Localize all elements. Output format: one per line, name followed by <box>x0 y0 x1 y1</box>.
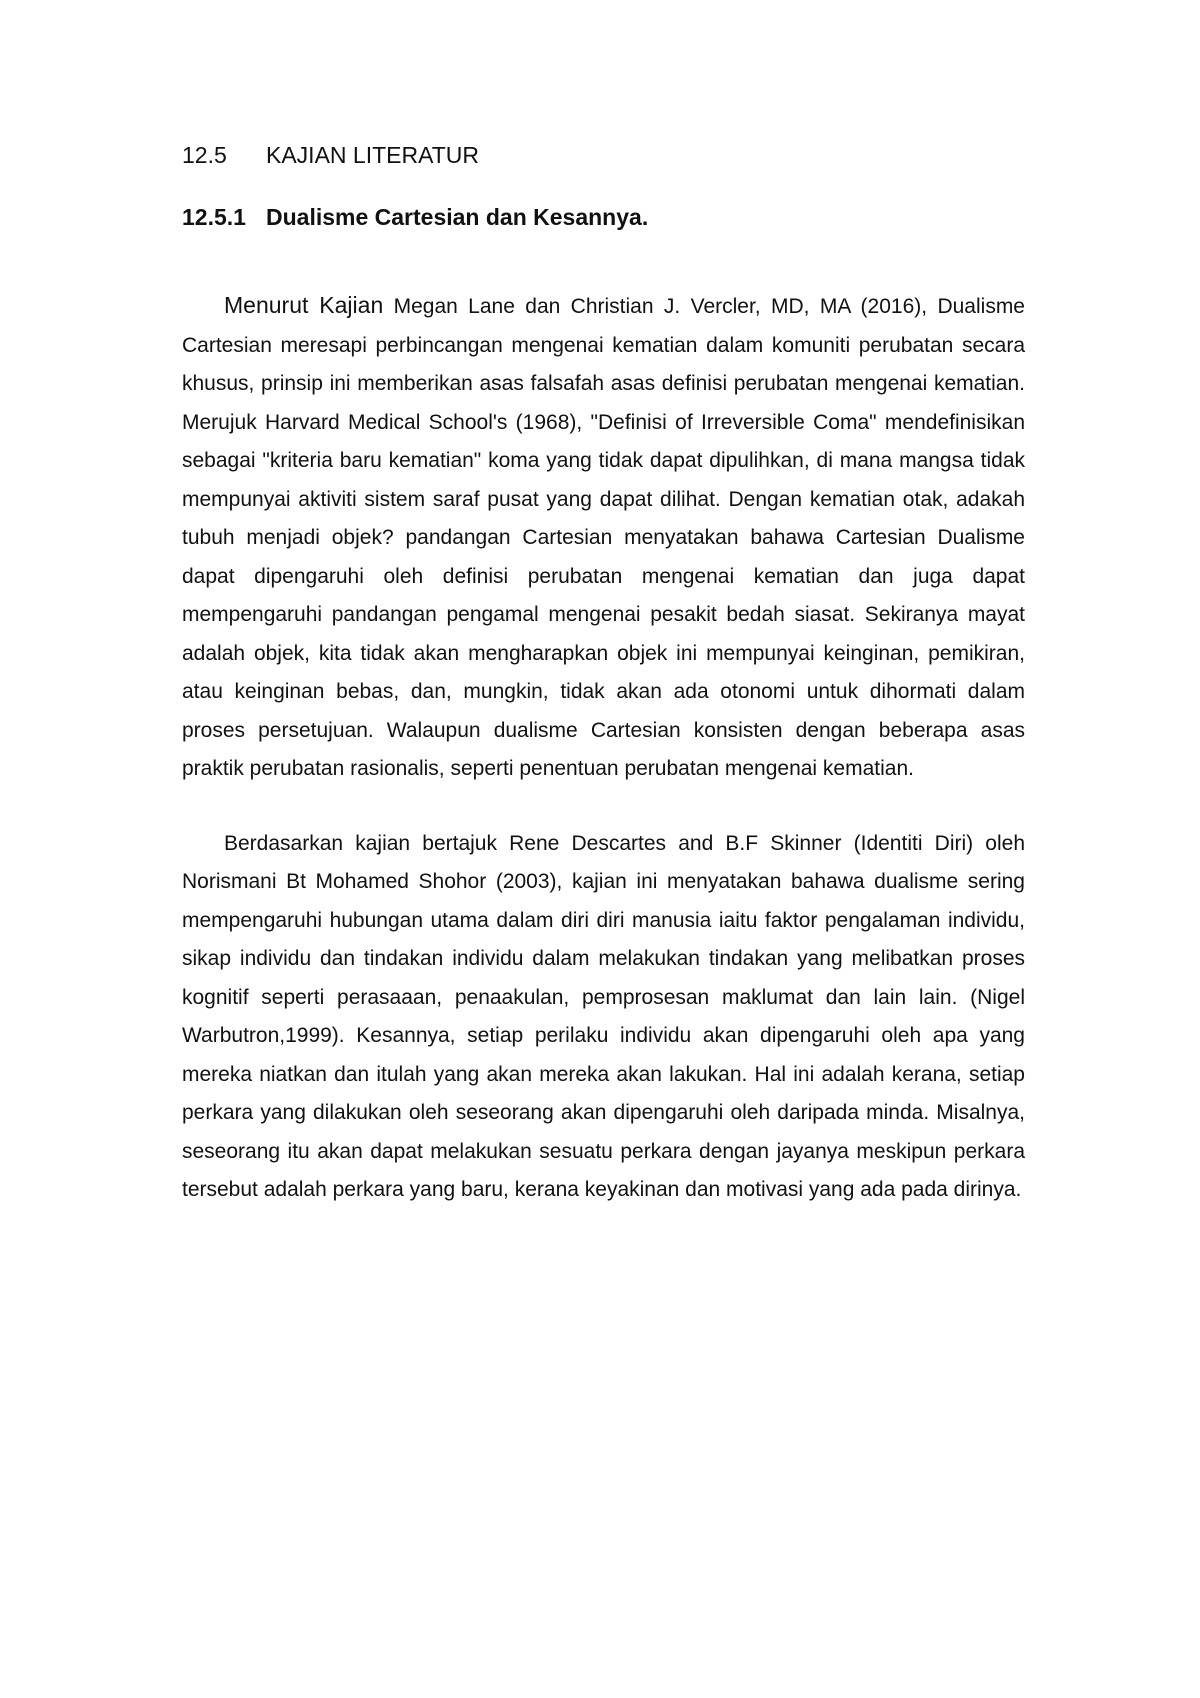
subsection-heading <box>182 202 1025 232</box>
section-heading <box>182 140 1025 170</box>
paragraph-1 <box>182 286 1025 789</box>
subsection-title: Dualisme Cartesian dan Kesannya. <box>266 204 649 230</box>
page-content <box>182 140 1025 1210</box>
subsection-number: 12.5.1 <box>182 204 246 230</box>
section-title: KAJIAN LITERATUR <box>266 142 479 168</box>
paragraph-2: Berdasarkan kajian bertajuk Rene Descartes and B.F Skinner (Identiti Diri) oleh Norismani Bt Mohamed Shohor (2003), kajian ini menyatakan bahawa dualisme sering mempengaruhi hubungan utama dalam diri diri manusia iaitu faktor pengalaman individu, sikap individu dan tindakan individu dalam melakukan tindakan yang melibatkan proses kognitif seperti perasaaan, penaakulan, pemprosesan maklumat dan lain lain. (Nigel Warbutron,1999). Kesannya, setiap perilaku individu akan dipengaruhi oleh apa yang mereka niatkan dan itulah yang akan mereka akan lakukan. Hal ini adalah kerana, setiap perkara yang dilakukan oleh seseorang akan dipengaruhi oleh daripada minda. Misalnya, seseorang itu akan dapat melakukan sesuatu perkara dengan jayanya meskipun perkara tersebut adalah perkara yang baru, kerana keyakinan dan motivasi yang ada pada dirinya. <box>182 831 1025 1201</box>
section-number: 12.5 <box>182 142 227 168</box>
paragraph-1-body: Megan Lane dan Christian J. Vercler, MD, MA (2016), Dualisme Cartesian meresapi perbincangan mengenai kematian dalam komuniti perubatan secara khusus, prinsip ini memberikan asas falsafah asas definisi perubatan mengenai kematian. Merujuk Harvard Medical School's (1968), "Definisi of Irreversible Coma" mendefinisikan sebagai "kriteria baru kematian" koma yang tidak dapat dipulihkan, di mana mangsa tidak mempunyai aktiviti sistem saraf pusat yang dapat dilihat. Dengan kematian otak, adakah tubuh menjadi objek? pandangan Cartesian menyatakan bahawa Cartesian Dualisme dapat dipengaruhi oleh definisi perubatan mengenai kematian dan juga dapat mempengaruhi pandangan pengamal mengenai pesakit bedah siasat. Sekiranya mayat adalah objek, kita tidak akan mengharapkan objek ini mempunyai keinginan, pemikiran, atau keinginan bebas, dan, mungkin, tidak akan ada otonomi untuk dihormati dalam proses persetujuan. Walaupun dualisme Cartesian konsisten dengan beberapa asas praktik perubatan rasionalis, seperti penentuan perubatan mengenai kematian. <box>182 295 1025 780</box>
paragraph-1-lead: Menurut Kajian <box>224 292 384 318</box>
